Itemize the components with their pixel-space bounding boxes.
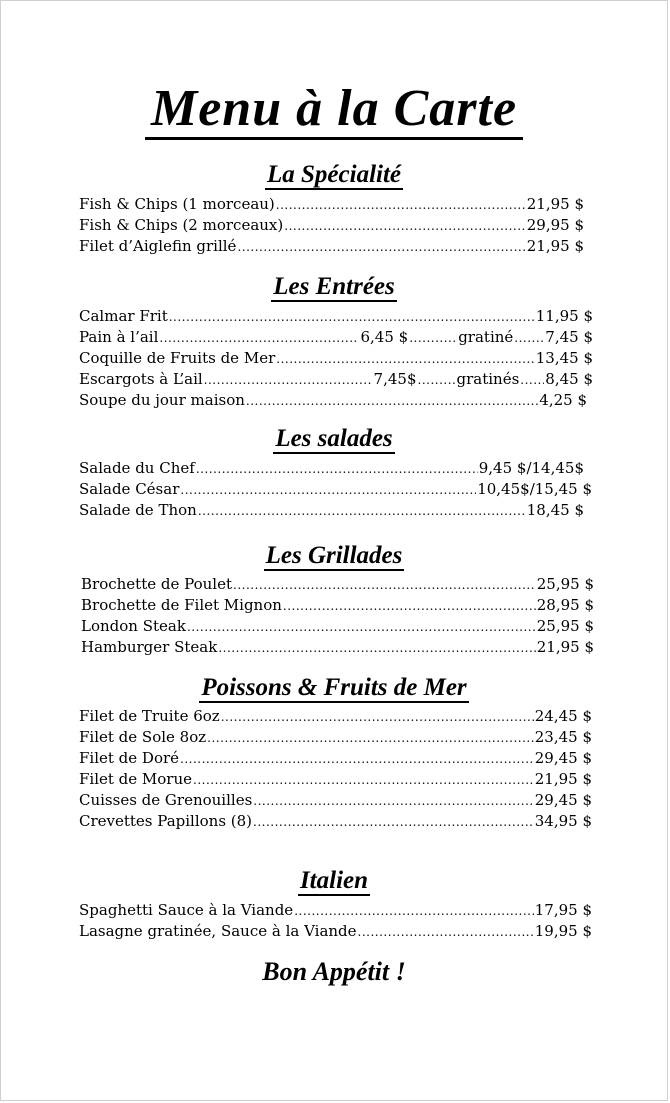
menu-item: Escargots à L’ail ..... 7,45$ ..... gratinés ..... 8,45 $ [79,370,593,391]
menu-item: Fish & Chips (1 morceau) ..... 21,95 $ [79,195,584,216]
menu-item: Filet de Doré ..... 29,45 $ [79,749,592,770]
items-grillades [81,575,594,659]
closing-text: Bon Appétit ! [262,957,406,986]
section-title-entrees: Les Entrées [273,273,395,300]
items-salades [79,459,592,522]
menu-item: Cuisses de Grenouilles ..... 29,45 $ [79,791,592,812]
section-title-grillades: Les Grillades [265,542,403,569]
section-title-salades: Les salades [275,425,393,452]
items-italien [79,901,592,943]
menu-item: Salade du Chef ..... 9,45 $/14,45$ [79,459,584,480]
menu-item: Filet de Truite 6oz ..... 24,45 $ [79,707,592,728]
section-title-specialite: La Spécialité [267,161,401,188]
items-entrees [79,307,593,412]
menu-item: Soupe du jour maison ..... 4,25 $ [79,391,587,412]
section-title-italien: Italien [299,867,369,894]
menu-item: Filet d’Aiglefin grillé ..... 21,95 $ [79,237,584,258]
menu-item: Filet de Sole 8oz ..... 23,45 $ [79,728,592,749]
menu-item: London Steak ..... 25,95 $ [81,617,594,638]
menu-item: Brochette de Poulet ..... 25,95 $ [81,575,594,596]
menu-item: Filet de Morue ..... 21,95 $ [79,770,592,791]
menu-item: Lasagne gratinée, Sauce à la Viande ..... 19,95 $ [79,922,592,943]
menu-item: Salade de Thon ..... 18,45 $ [79,501,584,522]
menu-item: Spaghetti Sauce à la Viande ..... 17,95 $ [79,901,592,922]
menu-item: Calmar Frit ..... 11,95 $ [79,307,593,328]
menu-item: Fish & Chips (2 morceaux) ..... 29,95 $ [79,216,584,237]
page-title: Menu à la Carte [1,79,667,138]
menu-item: Brochette de Filet Mignon ..... 28,95 $ [81,596,594,617]
menu-item: Pain à l’ail ..... 6,45 $ ..... gratiné ..... 7,45 $ [79,328,593,349]
menu-item: Crevettes Papillons (8) ..... 34,95 $ [79,812,592,833]
menu-item: Coquille de Fruits de Mer ..... 13,45 $ [79,349,593,370]
section-title-poissons: Poissons & Fruits de Mer [201,674,467,701]
menu-item: Salade César ..... 10,45$/15,45 $ [79,480,592,501]
items-poissons [79,707,592,833]
menu-item: Hamburger Steak ..... 21,95 $ [81,638,594,659]
items-specialite [79,195,584,258]
